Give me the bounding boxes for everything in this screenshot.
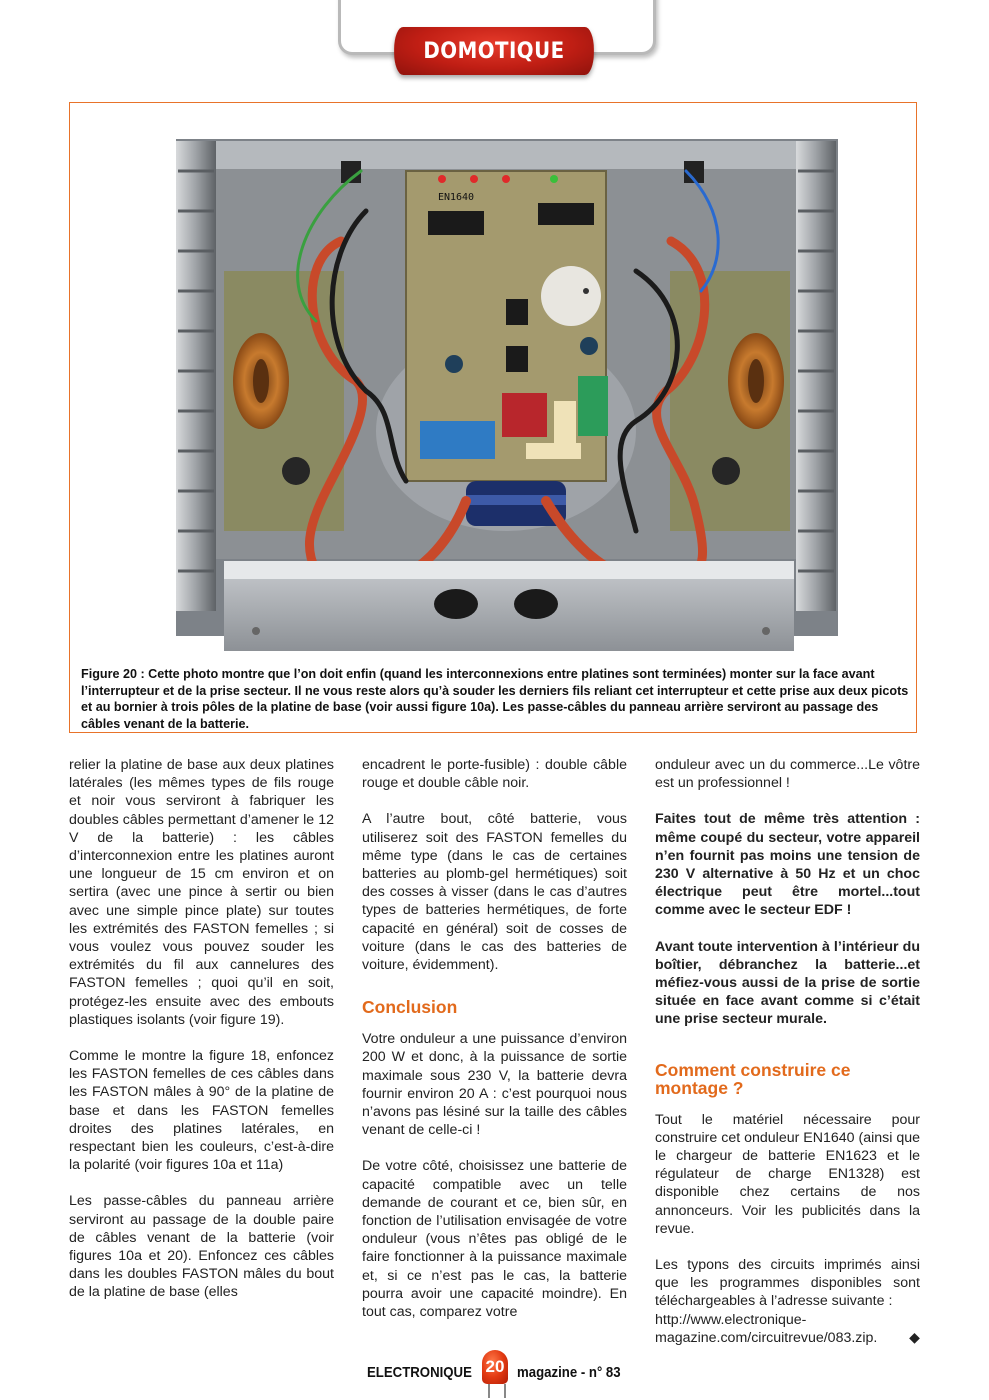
warning-paragraph: Avant toute intervention à l’intérieur du boîtier, débranchez la batterie...et méfiez-vous aussi de la prise de sortie située en face avant comme si c’était une prise secteur murale. bbox=[655, 938, 920, 1028]
paragraph: encadrent le porte-fusible) : double câble rouge et double câble noir. bbox=[362, 757, 627, 792]
paragraph: Tout le matériel nécessaire pour construire cet onduleur EN1640 (ainsi que le chargeur de batterie EN1623 et le régulateur de charge EN1328) est disponible chez certains de nos annonceurs. Voir les publicités dans la revue. bbox=[655, 1111, 920, 1237]
paragraph: De votre côté, choisissez une batterie de capacité compatible avec un telle demande de courant et ce, bien sûr, en fonction de l’utilisation envisagée de votre onduleur (vous n’êtes pas obligé de le faire fonctionner à la puissance maximale et, si ce n’est pas le cas, la batterie pourra avoir une capacité moindre). En tout cas, comparez votre bbox=[362, 1158, 627, 1321]
section-badge: DOMOTIQUE bbox=[394, 27, 594, 75]
paragraph: Votre onduleur a une puissance d’environ 200 W et donc, à la puissance de sortie maximale sous 230 V, la batterie devra fournir environ 20 A : c’est pourquoi nous n’avons pas lésiné sur la taille des câbles venant de celle-ci ! bbox=[362, 1031, 627, 1139]
led-legs bbox=[488, 1384, 506, 1398]
paragraph: A l’autre bout, côté batterie, vous utiliserez soit des FASTON femelles du même type (dans le cas de certaines batteries au plomb-gel hermétiques) soit des cosses à visser (dans le cas d’autres types de batteries hermétiques, de forte capacité en général) soit de cosses de voiture (dans le cas des batteries de voiture, évidemment). bbox=[362, 811, 627, 974]
footer-magazine-name: ELECTRONIQUE bbox=[367, 1364, 472, 1381]
page-number: 20 bbox=[482, 1350, 508, 1384]
end-mark: ◆ bbox=[909, 1329, 920, 1346]
inverter-photo bbox=[166, 131, 846, 663]
column-1 bbox=[69, 756, 334, 1320]
download-url-paragraph bbox=[655, 1311, 920, 1347]
paragraph: Les passe-câbles du panneau arrière serviront au passage de la double paire de câbles venant de la batterie (voir figures 10a et 20). Enfoncez ces câbles dans les doubles FASTON mâles du bout de la platine de base (elles bbox=[69, 1193, 334, 1301]
column-3 bbox=[655, 756, 920, 1365]
download-url[interactable]: http://www.electronique-magazine.com/circuitrevue/083.zip. bbox=[655, 1311, 878, 1346]
paragraph: onduleur avec un du commerce...Le vôtre est un professionnel ! bbox=[655, 757, 920, 792]
paragraph: relier la platine de base aux deux platines latérales (les mêmes types de fils rouge et noir vous serviront à fabriquer les doubles câbles permettant d’amener le 12 V de la batterie) : les câbles d’interconnexion entre les platines auront une longueur de 15 cm environ et on sertira (avec une pince à sertir ou bien avec une simple pince plate) sur toutes les extrémités des FASTON femelles ; si vous voulez vous pouvez souder les extrémités du fil aux cannelures des FASTON femelles ; quoi qu’il en soit, protégez-les ensuite avec des embouts plastiques isolants (voir figure 19). bbox=[69, 757, 334, 1028]
board-label: EN1640 bbox=[437, 192, 475, 203]
column-2 bbox=[362, 756, 627, 1339]
heading-build: Comment construire ce montage ? bbox=[655, 1059, 851, 1098]
figure-20 bbox=[69, 102, 917, 733]
figure-caption: Figure 20 : Cette photo montre que l’on doit enfin (quand les interconnexions entre platines sont terminées) monter sur la face avant l’interrupteur et de la prise secteur. Il ne vous reste alors qu’à souder les derniers fils reliant cet interrupteur et cette prise aux deux picots et au bornier à trois pôles de la platine de base (voir aussi figure 10a). Les passe-câbles du panneau arrière serviront au passage des câbles venant de la batterie. bbox=[81, 667, 909, 731]
paragraph: Comme le montre la figure 18, enfoncez les FASTON femelles de ces câbles dans les FASTON mâles à 90° de la platine de base et dans les FASTON femelles droites des platines latérales, en respectant bien les couleurs, c’est-à-dire la polarité (voir figures 10a et 11a) bbox=[69, 1048, 334, 1174]
warning-paragraph: Faites tout de même très attention : même coupé du secteur, votre appareil n’en fournit pas moins une tension de 230 V alternative à 50 Hz et un choc électrique peut être mortel...tout comme avec le secteur EDF ! bbox=[655, 811, 920, 919]
footer-issue: magazine - n° 83 bbox=[517, 1364, 621, 1381]
heading-conclusion: Conclusion bbox=[362, 997, 458, 1018]
paragraph: Les typons des circuits imprimés ainsi que les programmes disponibles sont téléchargeables à l’adresse suivante : bbox=[655, 1257, 920, 1310]
page-footer bbox=[362, 1357, 652, 1388]
